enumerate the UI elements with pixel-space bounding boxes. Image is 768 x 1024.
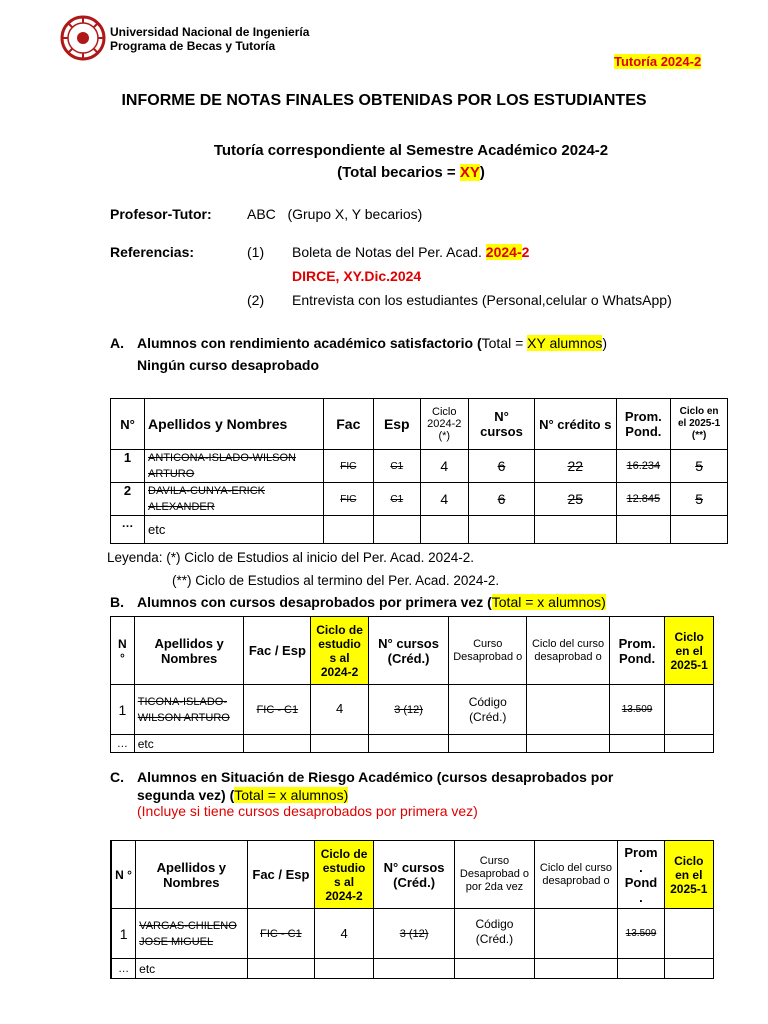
student-prom: 12.845	[616, 483, 671, 516]
section-b-title: Alumnos con cursos desaprobados por primera vez (Total = x alumnos)	[137, 594, 606, 610]
col-header-cursos: N° cursos (Créd.)	[373, 841, 455, 909]
col-header-ciclo-desap: Ciclo del curso desaprobad o	[527, 617, 610, 685]
section-c-title: Alumnos en Situación de Riesgo Académico (cursos desaprobados por	[137, 769, 614, 785]
col-header-ciclo2025: Ciclo en el 2025-1	[665, 617, 714, 685]
student-esp: C1	[374, 483, 420, 516]
tutor-label: Profesor-Tutor:	[110, 206, 212, 222]
section-b-letter: B.	[110, 594, 124, 610]
col-header-prom: Prom. Pond.	[616, 399, 671, 450]
student-prom: 16.234	[616, 450, 671, 483]
row-num: 1	[111, 909, 136, 959]
section-c-title2: segunda vez) (Total = x alumnos)	[137, 787, 349, 803]
student-ciclo2025	[665, 685, 714, 735]
col-header-ciclo-desap: Ciclo del curso desaprobad o	[534, 841, 618, 909]
student-cursos: 3 (12)	[373, 909, 455, 959]
row-num-etc: …	[111, 959, 136, 979]
col-header-cursos: N° cursos	[468, 399, 534, 450]
legend-line1: Leyenda: (*) Ciclo de Estudios al inicio del Per. Acad. 2024-2.	[107, 550, 474, 565]
student-ciclo2025	[664, 909, 713, 959]
student-cursos: 6	[468, 450, 534, 483]
table-row	[111, 450, 728, 483]
col-header-n: N°	[111, 399, 145, 450]
col-header-ciclo: Ciclo de estudio s al 2024-2	[311, 617, 369, 685]
table-b-header	[111, 617, 714, 685]
tutor-value: ABC (Grupo X, Y becarios)	[247, 206, 423, 222]
student-name: VARGAS-CHILENO JOSE MIGUEL	[136, 909, 247, 959]
col-header-name: Apellidos y Nombres	[145, 399, 323, 450]
row-etc: etc	[134, 735, 244, 753]
student-fac: FIC	[323, 483, 374, 516]
table-row-etc	[111, 516, 728, 544]
section-c-note: (Incluye si tiene cursos desaprobados por primera vez)	[137, 803, 478, 819]
student-ciclo: 4	[315, 909, 374, 959]
student-curso-desap: Código (Créd.)	[449, 685, 527, 735]
table-row	[111, 909, 714, 959]
table-row-etc	[111, 735, 714, 753]
student-ciclo-desap	[527, 685, 610, 735]
row-num: 1	[111, 685, 135, 735]
student-ciclo2025: 5	[671, 483, 728, 516]
col-header-creditos: N° crédito s	[535, 399, 617, 450]
uni-logo-icon	[60, 12, 106, 64]
col-header-n: N °	[111, 841, 136, 909]
student-ciclo-desap	[534, 909, 618, 959]
student-esp: C1	[374, 450, 420, 483]
col-header-curso-desap: Curso Desaprobad o	[449, 617, 527, 685]
ref2-num: (2)	[247, 292, 265, 308]
row-num-etc: …	[111, 735, 135, 753]
table-c-header	[111, 841, 714, 909]
table-a	[110, 398, 728, 544]
student-name: ANTICONA-ISLADO-WILSON ARTURO	[145, 450, 323, 483]
col-header-cursos: N° cursos (Créd.)	[368, 617, 448, 685]
col-header-n: N °	[111, 617, 135, 685]
col-header-fac: Fac	[323, 399, 374, 450]
subtitle-semester: Tutoría correspondiente al Semestre Académico 2024-2	[213, 142, 609, 159]
ref1-dirce: DIRCE, XY.Dic.2024	[292, 268, 422, 284]
row-etc: etc	[145, 516, 323, 544]
university-name: Universidad Nacional de Ingeniería	[110, 25, 310, 39]
table-a-header	[111, 399, 728, 450]
section-c-letter: C.	[110, 769, 124, 785]
program-name: Programa de Becas y Tutoría	[110, 39, 276, 53]
student-ciclo: 4	[311, 685, 369, 735]
table-c	[110, 840, 714, 979]
student-curso-desap: Código (Créd.)	[455, 909, 534, 959]
student-fac: FIC	[323, 450, 374, 483]
col-header-prom: Prom. Pond.	[609, 617, 664, 685]
table-row	[111, 483, 728, 516]
student-ciclo: 4	[420, 483, 468, 516]
col-header-facesp: Fac / Esp	[244, 617, 311, 685]
col-header-name: Apellidos y Nombres	[134, 617, 244, 685]
student-facesp: FIC - C1	[244, 685, 311, 735]
section-a-letter: A.	[110, 335, 124, 351]
student-prom: 13.509	[609, 685, 664, 735]
ref2-text: Entrevista con los estudiantes (Personal,celular o WhatsApp)	[292, 292, 672, 308]
student-name: DAVILA-CUNYA-ERICK ALEXANDER	[145, 483, 323, 516]
student-ciclo: 4	[420, 450, 468, 483]
col-header-ciclo2025: Ciclo en el 2025-1 (**)	[671, 399, 728, 450]
col-header-ciclo: Ciclo de estudio s al 2024-2	[315, 841, 374, 909]
legend-line2: (**) Ciclo de Estudios al termino del Per. Acad. 2024-2.	[172, 573, 500, 588]
ref1-text: Boleta de Notas del Per. Acad. 2024-2	[292, 244, 530, 260]
row-num: 1	[111, 450, 145, 483]
tutoria-tag: Tutoría 2024-2	[614, 54, 702, 69]
row-etc: etc	[136, 959, 247, 979]
page-title: INFORME DE NOTAS FINALES OBTENIDAS POR LOS ESTUDIANTES	[121, 92, 647, 109]
section-a-subtitle: Ningún curso desaprobado	[137, 357, 320, 373]
student-cursos: 3 (12)	[368, 685, 448, 735]
col-header-esp: Esp	[374, 399, 420, 450]
refs-label: Referencias:	[110, 244, 195, 260]
row-num-etc: …	[111, 516, 145, 544]
col-header-curso-desap: Curso Desaprobad o por 2da vez	[455, 841, 534, 909]
ref1-num: (1)	[247, 244, 265, 260]
table-row	[111, 685, 714, 735]
student-prom: 13.509	[618, 909, 664, 959]
subtitle-total: (Total becarios = XY)	[337, 164, 485, 181]
col-header-name: Apellidos y Nombres	[136, 841, 247, 909]
col-header-ciclo: Ciclo 2024-2 (*)	[420, 399, 468, 450]
col-header-ciclo2025: Ciclo en el 2025-1	[664, 841, 713, 909]
table-b	[110, 616, 714, 753]
student-facesp: FIC - C1	[247, 909, 315, 959]
col-header-prom: Prom . Pond .	[618, 841, 664, 909]
row-num: 2	[111, 483, 145, 516]
student-cursos: 6	[468, 483, 534, 516]
student-creditos: 25	[535, 483, 617, 516]
student-ciclo2025: 5	[671, 450, 728, 483]
student-creditos: 22	[535, 450, 617, 483]
student-name: TICONA-ISLADO-WILSON ARTURO	[134, 685, 244, 735]
col-header-facesp: Fac / Esp	[247, 841, 315, 909]
table-row-etc	[111, 959, 714, 979]
section-a-title: Alumnos con rendimiento académico satisfactorio (Total = XY alumnos)	[137, 335, 608, 351]
